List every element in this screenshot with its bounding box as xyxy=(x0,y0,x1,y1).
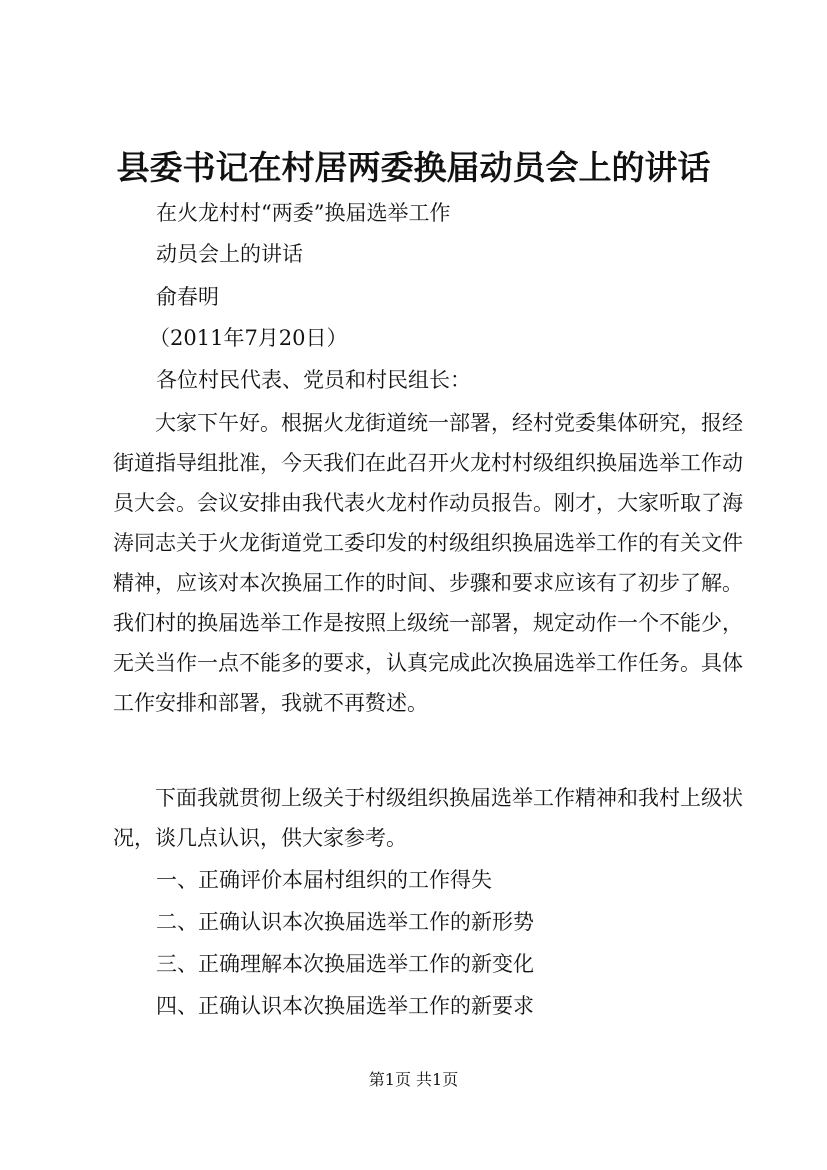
author-name: 俞春明 xyxy=(156,285,219,309)
salutation: 各位村民代表、党员和村民组长： xyxy=(156,368,471,392)
outline-item-2: 二、正确认识本次换届选举工作的新形势 xyxy=(156,910,534,934)
subtitle-line-1: 在火龙村村“两委”换届选举工作 xyxy=(156,201,451,225)
body-paragraph-1: 大家下午好。根据火龙街道统一部署，经村党委集体研究，报经街道指导组批准，今天我们在此召开火龙村村级组织换届选举工作动员大会。会议安排由我代表火龙村作动员报告。刚才，大家听取了海涛同志关于火龙街道党工委印发的村级组织换届选举工作的有关文件精神，应该对本次换届工作的时间、步骤和要求应该有了初步了解。我们村的换届选举工作是按照上级统一部署，规定动作一个不能少，无关当作一点不能多的要求，认真完成此次换届选举工作任务。具体工作安排和部署，我就不再赘述。 xyxy=(113,411,743,715)
outline-item-3: 三、正确理解本次换届选举工作的新变化 xyxy=(156,952,534,976)
body-paragraph-2: 下面我就贯彻上级关于村级组织换届选举工作精神和我村上级状况，谈几点认识，供大家参考。 xyxy=(113,786,743,850)
document-title: 县委书记在村居两委换届动员会上的讲话 xyxy=(116,148,711,187)
outline-item-4: 四、正确认识本次换届选举工作的新要求 xyxy=(156,994,534,1018)
outline-item-1: 一、正确评价本届村组织的工作得失 xyxy=(156,868,492,892)
subtitle-line-2: 动员会上的讲话 xyxy=(156,242,303,266)
speech-date: （2011年7月20日） xyxy=(149,326,348,350)
page-footer: 第1页 共1页 xyxy=(368,1070,459,1089)
